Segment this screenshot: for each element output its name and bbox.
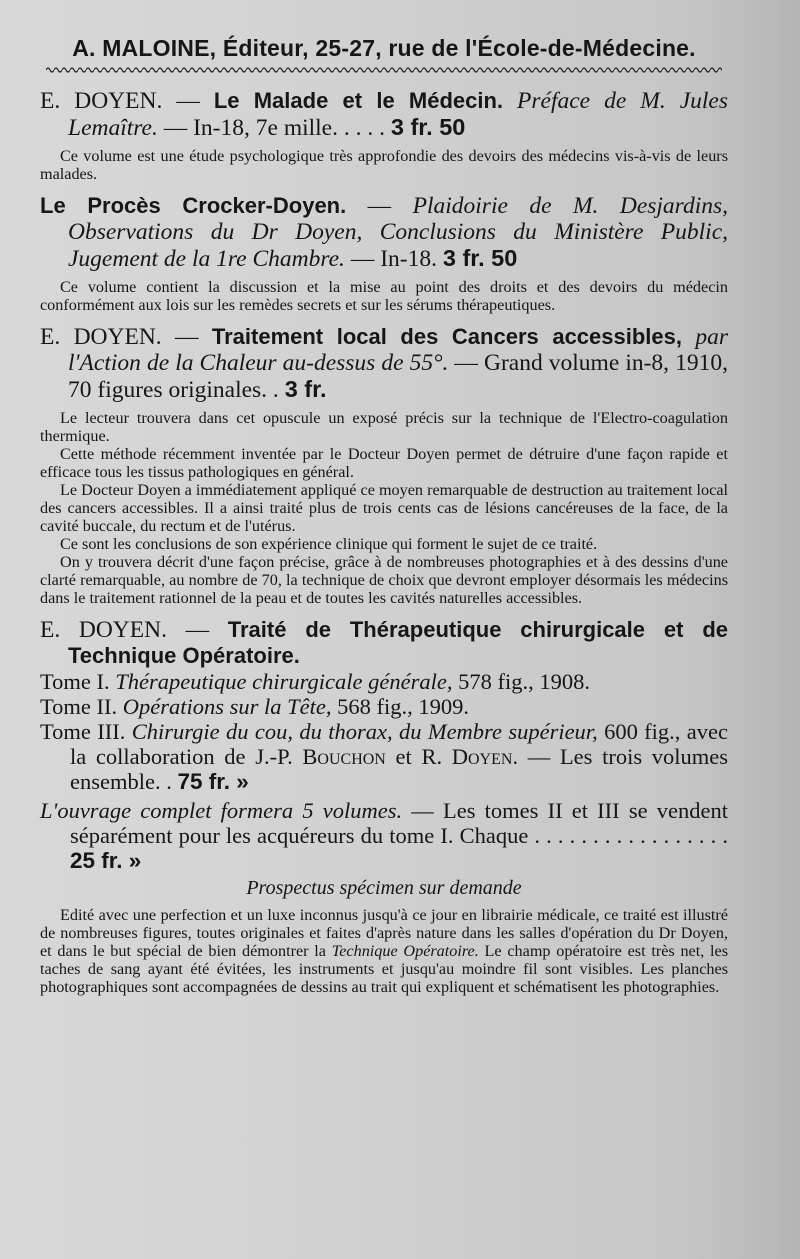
complete-work-ital: L'ouvrage complet formera 5 volumes.	[40, 798, 403, 823]
entry2-title: Le Procès Crocker-Doyen.	[40, 193, 347, 218]
entry3-para-3: Le Docteur Doyen a immédiatement appliqué ce moyen remarquable de destruction au traitement local des cancers accessibles. Il a ainsi traité plus de trois cents cas de lésions cancéreuses de la face, de la cavité buccale, du rectum et de l'utérus.	[40, 481, 728, 535]
tome3-rest: . — Les trois volumes ensemble. .	[70, 744, 729, 794]
entry3-format: — Grand volume in-8, 1910, 70 figures originales. .	[68, 350, 728, 403]
entry-malade-medecin	[40, 88, 728, 141]
entry4-final-b: Le champ opératoire est très net, les taches de sang ayant été évitées, les instruments et jusqu'au moindre fil sont visibles. Les planches photographiques sont accompagnées de dessins au trait qui expliquent et schématisent les photographies.	[40, 942, 728, 996]
entry2-sep: —	[346, 193, 413, 219]
entry1-price: 3 fr. 50	[390, 114, 466, 140]
tome2-info: 568 fig., 1909.	[331, 694, 470, 719]
entry4-final-desc	[40, 906, 728, 996]
complete-work-rest: — Les tomes II et III se vendent séparément pour les acquéreurs du tome I. Chaque . . . . . . . . . . . . . . . . .	[70, 798, 728, 848]
entry-traite-therapeutique	[40, 617, 728, 669]
tome3-info: 600 fig., avec la collaboration de J.-P.	[70, 719, 728, 769]
entry3-author: E. DOYEN. —	[40, 324, 212, 350]
entry1-preface: Préface de M. Jules Lemaître.	[68, 88, 728, 141]
entry2-desc-text: Ce volume contient la discussion et la mise au point des droits et des devoirs du médecin conformément aux lois sur les remèdes secrets et sur les sérums thérapeutiques.	[40, 278, 728, 314]
tome2-title: Opérations sur la Tête,	[122, 694, 332, 719]
tome-1	[40, 669, 728, 694]
entry4-description	[40, 906, 728, 996]
entry4-final-ital: Technique Opératoire.	[331, 942, 479, 960]
prospectus-note: Prospectus spécimen sur demande	[246, 877, 522, 899]
entry-proces-crocker-doyen	[40, 193, 728, 272]
complete-work-price: 25 fr. »	[70, 848, 142, 873]
publisher-header: A. MALOINE, Éditeur, 25-27, rue de l'École-de-Médecine.	[72, 35, 696, 61]
entry1-title: Le Malade et le Médecin.	[213, 88, 504, 113]
wavy-divider	[46, 66, 722, 74]
tome3-label: Tome III.	[40, 719, 132, 744]
tome3-title: Chirurgie du cou, du thorax, du Membre supérieur,	[131, 719, 598, 744]
entry1-desc-text: Ce volume est une étude psychologique très approfondie des devoirs des médecins vis-à-vis de leurs malades.	[40, 147, 728, 183]
tome1-title: Thérapeutique chirurgicale générale,	[115, 669, 453, 694]
tome1-label: Tome I.	[40, 669, 116, 694]
entry3-para-1: Le lecteur trouvera dans cet opuscule un exposé précis sur la technique de l'Electro-coagulation thermique.	[40, 409, 728, 445]
entry2-description	[40, 278, 728, 314]
entry3-para-4: Ce sont les conclusions de son expérience clinique qui forment le sujet de ce traité.	[60, 535, 598, 553]
entry3-price: 3 fr.	[284, 376, 327, 402]
tome3-collab-doyen: R. Doyen	[421, 744, 513, 769]
entry2-subtitle: Plaidoirie de M. Desjardins, Observations du Dr Doyen, Conclusions du Ministère Public, Jugement de la 1re Chambre.	[68, 193, 728, 272]
tome3-collab-bouchon: Bouchon	[302, 744, 386, 769]
entry-traitement-cancers	[40, 324, 728, 403]
tome3-and: et	[385, 744, 422, 769]
tome1-info: 578 fig., 1908.	[452, 669, 590, 694]
entry4-final-a: Edité avec une perfection et un luxe inconnus jusqu'à ce jour en librairie médicale, ce traité est illustré de nombreuses figures, toutes originales et faites d'après nature dans les salles d'opération du Dr Doyen, et dans le but spécial de bien démontrer la	[40, 906, 728, 960]
entry1-format: — In-18, 7e mille. . . . .	[157, 115, 391, 141]
entry3-description	[40, 409, 728, 607]
entry2-price: 3 fr. 50	[442, 245, 518, 271]
complete-work-note	[40, 798, 728, 873]
entry1-description	[40, 147, 728, 183]
entry3-para-2: Cette méthode récemment inventée par le Docteur Doyen permet de détruire d'une façon rapide et efficace tous les tissus pathologiques en général.	[40, 445, 728, 481]
entry3-title: Traitement local des Cancers accessibles,	[211, 324, 682, 349]
entry3-para-5: On y trouvera décrit d'une façon précise, grâce à de nombreuses photographies et à des dessins d'une clarté remarquable, au nombre de 70, la technique de choix que devront employer désormais les médecins dans le traitement rationnel de la peau et de toutes les cavités naturelles accessibles.	[40, 553, 728, 607]
tome-2	[40, 694, 728, 719]
entry4-title: Traité de Thérapeutique chirurgicale et de Technique Opératoire.	[68, 617, 728, 668]
entry3-subtitle: par l'Action de la Chaleur au-dessus de 55°.	[68, 324, 728, 376]
entry2-format: — In-18.	[344, 246, 443, 272]
entry4-author: E. DOYEN. —	[40, 617, 228, 643]
tome-3	[40, 719, 728, 794]
tome2-label: Tome II.	[40, 694, 123, 719]
entry1-author: E. DOYEN. —	[40, 88, 214, 114]
tome3-price: 75 fr. »	[177, 769, 249, 794]
